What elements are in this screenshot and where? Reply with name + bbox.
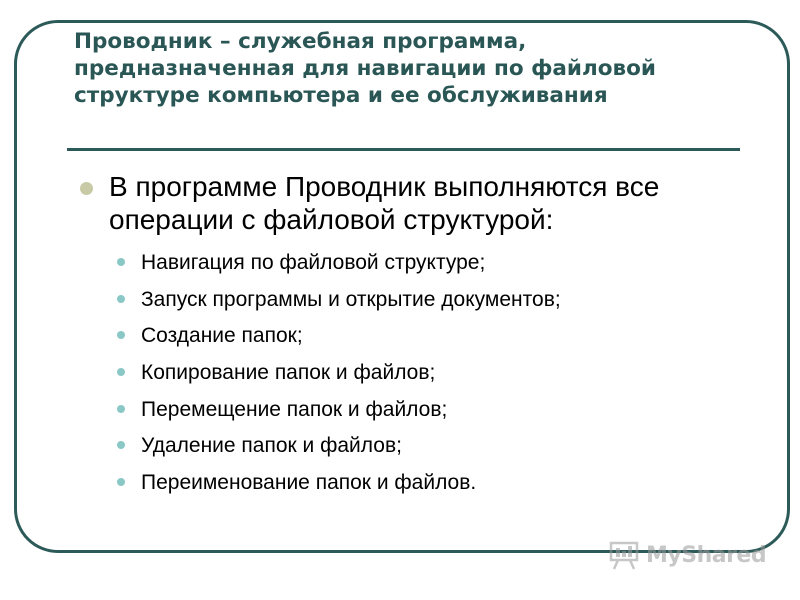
sub-bullet-item bbox=[117, 250, 757, 287]
sub-bullet-item bbox=[117, 397, 757, 434]
sub-bullet-icon bbox=[117, 441, 125, 449]
sub-bullet-text: Запуск программы и открытие документов; bbox=[141, 287, 561, 311]
main-bullet-text: В программе Проводник выполняются все операции с файловой структурой: bbox=[109, 171, 660, 235]
slide-title: Проводник – служебная программа, предназначенная для навигации по файловой структуре компьютера и ее обслуживания bbox=[74, 29, 656, 108]
presentation-board-icon bbox=[608, 540, 640, 570]
sub-bullet-icon bbox=[117, 258, 125, 266]
sub-bullet-text: Удаление папок и файлов; bbox=[141, 434, 402, 458]
sub-bullet-icon bbox=[117, 295, 125, 303]
watermark-text: MyShared bbox=[646, 542, 767, 568]
sub-bullet-icon bbox=[117, 331, 125, 339]
main-bullet-icon bbox=[80, 182, 93, 195]
sub-bullet-text: Навигация по файловой структуре; bbox=[141, 251, 486, 274]
sub-bullet-text: Перемещение папок и файлов; bbox=[141, 397, 448, 421]
sub-bullet-icon bbox=[117, 478, 125, 486]
sub-bullet-item bbox=[117, 287, 757, 324]
sub-bullet-text: Создание папок; bbox=[141, 324, 303, 348]
sub-bullet-item bbox=[117, 323, 757, 360]
watermark bbox=[608, 538, 766, 572]
main-bullet-item bbox=[80, 170, 760, 236]
sub-bullet-item bbox=[117, 360, 757, 397]
sub-bullet-icon bbox=[117, 368, 125, 376]
sub-bullet-text: Копирование папок и файлов; bbox=[141, 361, 436, 385]
sub-bullet-text: Переименование папок и файлов. bbox=[141, 471, 477, 495]
sub-bullet-item bbox=[117, 433, 757, 470]
sub-bullet-icon bbox=[117, 405, 125, 413]
sub-bullet-item bbox=[117, 470, 757, 507]
title-divider bbox=[67, 148, 740, 151]
sub-bullet-list bbox=[117, 250, 757, 507]
